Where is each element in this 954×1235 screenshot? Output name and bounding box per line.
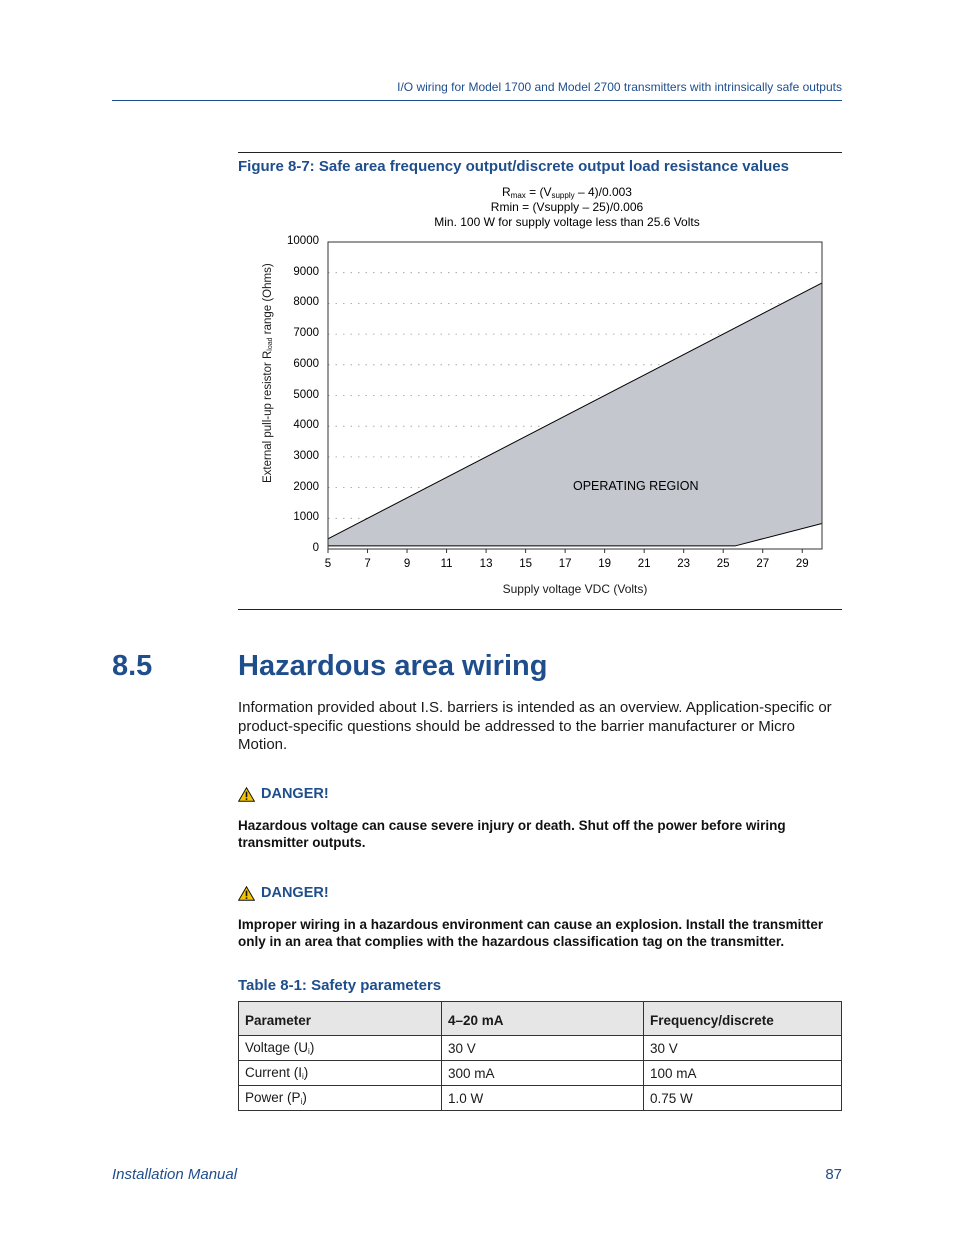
x-tick-label: 21: [637, 558, 651, 570]
x-tick-marks: [328, 549, 802, 553]
y-tick-label: 10000: [287, 235, 319, 247]
column-header: Parameter: [239, 1002, 442, 1036]
figure-caption: Figure 8-7: Safe area frequency output/discrete output load resistance values: [238, 158, 789, 175]
y-axis-label: External pull-up resistor $R_{load}$ range (Ohms): [262, 263, 274, 483]
table-header-row: [239, 1002, 842, 1036]
table-row: [239, 1086, 842, 1111]
table-caption: Table 8-1: Safety parameters: [238, 977, 442, 994]
x-tick-label: 13: [479, 558, 493, 570]
operating-region-label: OPERATING REGION: [573, 479, 699, 493]
table-cell: Current $(I_i)$: [239, 1061, 442, 1086]
figure-bottom-rule: [238, 609, 842, 610]
x-tick-label: 7: [364, 558, 371, 570]
x-tick-label: 9: [403, 558, 411, 570]
y-tick-label: 3000: [293, 449, 319, 462]
danger-heading-2: [238, 885, 329, 901]
danger-text-2: Improper wiring in a hazardous environment can cause an explosion. Install the transmitter only in an area that complies with the hazardous classification tag on the transmitter.: [238, 917, 824, 949]
formula-note: Min. 100 W for supply voltage less than 25.6 Volts: [434, 215, 700, 229]
x-tick-label: 17: [558, 558, 572, 570]
page-number: 87: [825, 1166, 842, 1183]
y-tick-label: 0: [312, 542, 319, 554]
x-tick-label: 25: [716, 558, 730, 570]
formula-rmin: Rmin = (Vsupply – 25)/0.006: [490, 200, 644, 214]
table-cell: 0.75 W: [644, 1086, 842, 1111]
section-title: Hazardous area wiring: [238, 650, 548, 682]
y-tick-label: 5000: [293, 388, 319, 401]
running-header: I/O wiring for Model 1700 and Model 2700 transmitters with intrinsically safe outputs: [397, 80, 842, 94]
danger-text-1: Hazardous voltage can cause severe injury or death. Shut off the power before wiring transmitter outputs.: [238, 818, 786, 850]
y-tick-label: 6000: [293, 357, 319, 370]
table-row: [239, 1036, 842, 1061]
x-tick-label: 29: [795, 558, 809, 570]
table-cell: 30 V: [442, 1036, 644, 1061]
x-tick-label: 19: [598, 558, 612, 570]
danger-label: DANGER!: [261, 786, 329, 802]
column-header: Frequency/discrete: [644, 1002, 842, 1036]
section-number: 8.5: [112, 650, 153, 682]
danger-label: DANGER!: [261, 885, 329, 901]
x-tick-label: 27: [756, 558, 770, 570]
y-tick-label: 4000: [293, 419, 319, 432]
x-tick-label: 23: [677, 558, 691, 570]
x-tick-label: 15: [519, 558, 532, 570]
x-tick-label: 5: [324, 558, 332, 570]
intro-paragraph: Information provided about I.S. barriers is intended as an overview. Application-specific or product-specific questions should be addressed to the barrier manufacturer or Micro Motion.: [238, 699, 832, 753]
operating-region-area: [328, 283, 822, 546]
table-cell: Power $(P_i)$: [239, 1086, 442, 1111]
footer-manual-title: Installation Manual: [112, 1166, 238, 1183]
y-tick-label: 8000: [293, 296, 319, 309]
table-cell: 300 mA: [442, 1061, 644, 1086]
y-tick-label: 7000: [293, 327, 319, 340]
y-tick-label: 2000: [293, 480, 319, 493]
safety-parameters-table: [238, 1001, 842, 1111]
y-tick-label: 9000: [293, 265, 319, 278]
table-cell: Voltage $(U_i)$: [239, 1036, 442, 1061]
table-cell: 1.0 W: [442, 1086, 644, 1111]
x-tick-label: 11: [440, 558, 453, 570]
warning-triangle-icon: [238, 787, 255, 802]
column-header: 4–20 mA: [442, 1002, 644, 1036]
warning-triangle-icon: [238, 886, 255, 901]
x-axis-label: Supply voltage VDC (Volts): [502, 582, 648, 596]
danger-heading-1: [238, 786, 329, 802]
table-cell: 100 mA: [644, 1061, 842, 1086]
y-tick-label: 1000: [293, 511, 319, 524]
table-cell: 30 V: [644, 1036, 842, 1061]
formula-rmax: $R_{max} = (V_{supply} - 4)/0.003$: [502, 185, 632, 200]
table-row: [239, 1061, 842, 1086]
